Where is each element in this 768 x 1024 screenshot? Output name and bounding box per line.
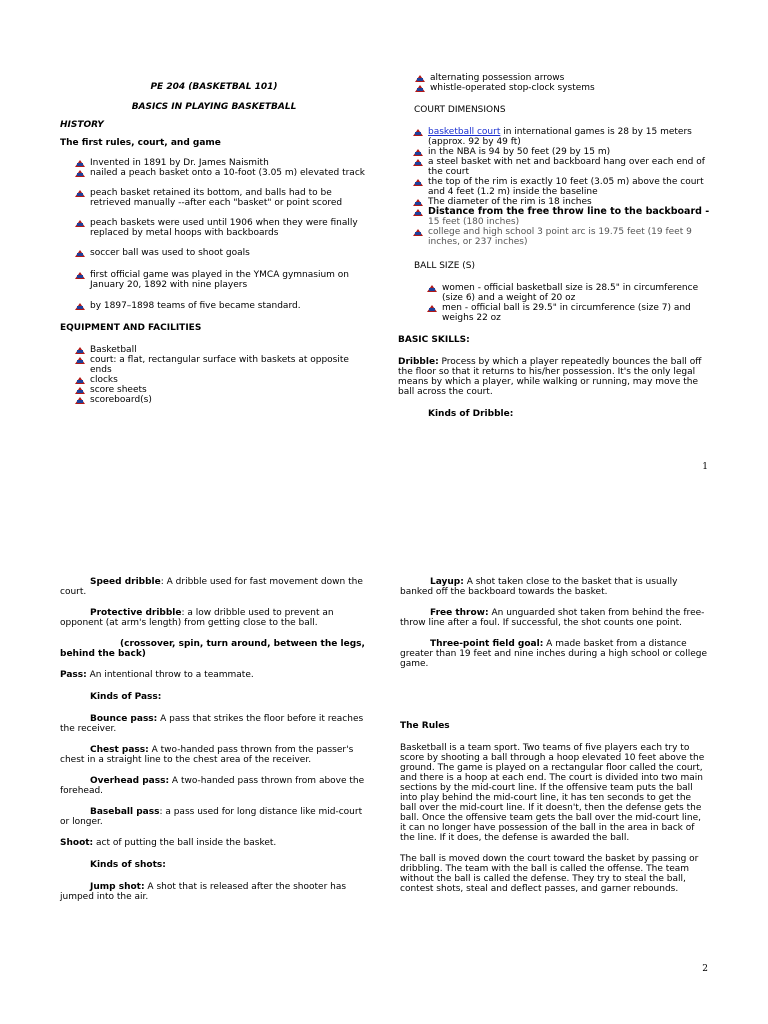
kinds-of-pass-heading: Kinds of Pass: <box>90 692 162 702</box>
bounce-pass-definition <box>60 714 368 734</box>
list-item: peach basket retained its bottom, and balls had to be retrieved manually --after each "basket" or point scored <box>72 188 368 208</box>
chest-pass-text: A two-handed pass thrown from the passer's chest in a straight line to the chest area of the receiver. <box>60 745 354 765</box>
court-dimensions-list <box>410 127 710 247</box>
ball-size-heading: BALL SIZE (S) <box>414 261 476 271</box>
bounce-pass-term: Bounce pass: <box>90 714 158 724</box>
list-item <box>410 207 710 227</box>
kinds-of-shots-heading: Kinds of shots: <box>90 860 166 870</box>
basketball-court-link[interactable]: basketball court <box>428 127 501 137</box>
jump-shot-term: Jump shot: <box>90 882 145 892</box>
list-item: in the NBA is 94 by 50 feet (29 by 15 m) <box>410 147 710 157</box>
shoot-term: Shoot: <box>60 838 94 848</box>
three-point-definition <box>400 639 708 669</box>
layup-definition <box>400 577 708 597</box>
pass-definition <box>60 670 368 680</box>
dribble-term: Dribble: <box>398 357 439 367</box>
page-number: 1 <box>702 462 708 472</box>
list-item: scoreboard(s) <box>72 395 368 405</box>
list-item: clocks <box>72 375 368 385</box>
list-item: women - official basketball size is 28.5" in circumference (size 6) and a weight of 20 oz <box>424 283 710 303</box>
court-international-text: in international games is 28 by 15 meters (approx. 92 by 49 ft) <box>428 127 692 147</box>
chest-pass-definition <box>60 745 368 765</box>
free-throw-distance-label: Distance from the free throw line to the backboard - <box>428 206 710 217</box>
layup-text: A shot taken close to the basket that is usually banked off the backboard towards the basket. <box>400 577 678 597</box>
speed-dribble-text: : A dribble used for fast movement down the court. <box>60 577 363 597</box>
free-throw-definition <box>400 608 708 628</box>
equipment-heading: EQUIPMENT AND FACILITIES <box>60 323 202 333</box>
list-item: The diameter of the rim is 18 inches <box>410 197 710 207</box>
speed-dribble-definition <box>60 577 368 597</box>
court-dimensions-heading: COURT DIMENSIONS <box>414 105 506 115</box>
history-heading: HISTORY <box>60 120 104 130</box>
page1-left-column <box>60 82 368 405</box>
overhead-pass-text: A two-handed pass thrown from above the forehead. <box>60 776 365 796</box>
free-throw-term: Free throw: <box>430 608 489 618</box>
baseball-pass-term: Baseball pass <box>90 807 160 817</box>
layup-term: Layup: <box>430 577 464 587</box>
rules-paragraph-2: The ball is moved down the court toward the basket by passing or dribbling. The team with the ball is called the offense. The team without the ball is called the defense. They try to steal the ball, contest shots, steal and deflect passes, and garner rebounds. <box>400 854 699 894</box>
free-throw-text: An unguarded shot taken from behind the free-throw line after a foul. If successful, the shot counts one point. <box>400 608 705 628</box>
chest-pass-term: Chest pass: <box>90 745 149 755</box>
page-2 <box>0 512 768 1024</box>
overhead-pass-definition <box>60 776 368 796</box>
history-list <box>72 158 368 311</box>
baseball-pass-text: : a pass used for long distance like mid-court or longer. <box>60 807 363 827</box>
list-item: score sheets <box>72 385 368 395</box>
list-item: court: a flat, rectangular surface with baskets at opposite ends <box>72 355 368 375</box>
list-item: the top of the rim is exactly 10 feet (3.05 m) above the court and 4 feet (1.2 m) inside the baseline <box>410 177 710 197</box>
pass-term: Pass: <box>60 670 87 680</box>
list-item: a steel basket with net and backboard hang over each end of the court <box>410 157 710 177</box>
page2-left-column <box>60 577 368 902</box>
three-point-term: Three-point field goal: <box>430 639 544 649</box>
jump-shot-definition <box>60 882 368 902</box>
page1-right-column <box>398 73 710 419</box>
first-rules-heading: The first rules, court, and game <box>60 138 221 148</box>
dribble-text: Process by which a player repeatedly bounces the ball off the floor so that it returns to his/her possession. It's the only legal means by which a player, while walking or running, may move the ball across the court. <box>398 357 702 397</box>
dribble-definition <box>398 357 710 397</box>
shoot-text: act of putting the ball inside the basket. <box>93 838 277 848</box>
page-number: 2 <box>702 964 708 974</box>
baseball-pass-definition <box>60 807 368 827</box>
list-item: Basketball <box>72 345 368 355</box>
protective-dribble-text: : a low dribble used to prevent an opponent (at arm's length) from getting close to the ball. <box>60 608 334 628</box>
list-item: soccer ball was used to shoot goals <box>72 248 368 258</box>
protective-dribble-term: Protective dribble <box>90 608 182 618</box>
list-item: nailed a peach basket onto a 10-foot (3.05 m) elevated track <box>72 168 368 178</box>
list-item: college and high school 3 point arc is 19.75 feet (19 feet 9 inches, or 237 inches) <box>410 227 710 247</box>
page2-right-column <box>400 577 708 894</box>
list-item: peach baskets were used until 1906 when they were finally replaced by metal hoops with backboards <box>72 218 368 238</box>
shoot-definition <box>60 838 368 848</box>
jump-shot-text: A shot that is released after the shooter has jumped into the air. <box>60 882 347 902</box>
kinds-of-dribble-heading: Kinds of Dribble: <box>428 409 514 419</box>
free-throw-distance-value: 15 feet (180 inches) <box>428 217 520 227</box>
three-point-text: A made basket from a distance greater than 19 feet and nine inches during a high school or college game. <box>400 639 707 669</box>
equipment-continued-list <box>412 73 710 93</box>
equipment-list <box>72 345 368 405</box>
rules-heading: The Rules <box>400 721 450 731</box>
ball-size-list <box>424 283 710 323</box>
speed-dribble-term: Speed dribble <box>90 577 161 587</box>
pass-text: An intentional throw to a teammate. <box>86 670 254 680</box>
doc-title: PE 204 (BASKETBAL 101) <box>150 82 278 92</box>
list-item: Invented in 1891 by Dr. James Naismith <box>72 158 368 168</box>
protective-dribble-definition <box>60 608 368 628</box>
list-item <box>410 127 710 147</box>
overhead-pass-term: Overhead pass: <box>90 776 170 786</box>
list-item: whistle-operated stop-clock systems <box>412 83 710 93</box>
dribble-types-note: (crossover, spin, turn around, between the legs, behind the back) <box>60 639 365 659</box>
bounce-pass-text: A pass that strikes the floor before it reaches the receiver. <box>60 714 364 734</box>
list-item: alternating possession arrows <box>412 73 710 83</box>
list-item: first official game was played in the YMCA gymnasium on January 20, 1892 with nine players <box>72 270 368 290</box>
basic-skills-heading: BASIC SKILLS: <box>398 335 470 345</box>
doc-subtitle: BASICS IN PLAYING BASKETBALL <box>131 102 297 112</box>
list-item: by 1897–1898 teams of five became standard. <box>72 301 368 311</box>
rules-paragraph-1: Basketball is a team sport. Two teams of five players each try to score by shooting a ball through a hoop elevated 10 feet above the ground. The game is played on a rectangular floor called the court, and there is a hoop at each end. The court is divided into two main sections by the mid-court line. If the offensive team puts the ball into play behind the mid-court line, it has ten seconds to get the ball over the mid-court line. If it doesn't, then the defense gets the ball. Once the offensive team gets the ball over the mid-court line, it can no longer have possession of the ball in the area in back of the line. If it does, the defense is awarded the ball. <box>400 743 705 843</box>
list-item: men - official ball is 29.5" in circumference (size 7) and weighs 22 oz <box>424 303 710 323</box>
